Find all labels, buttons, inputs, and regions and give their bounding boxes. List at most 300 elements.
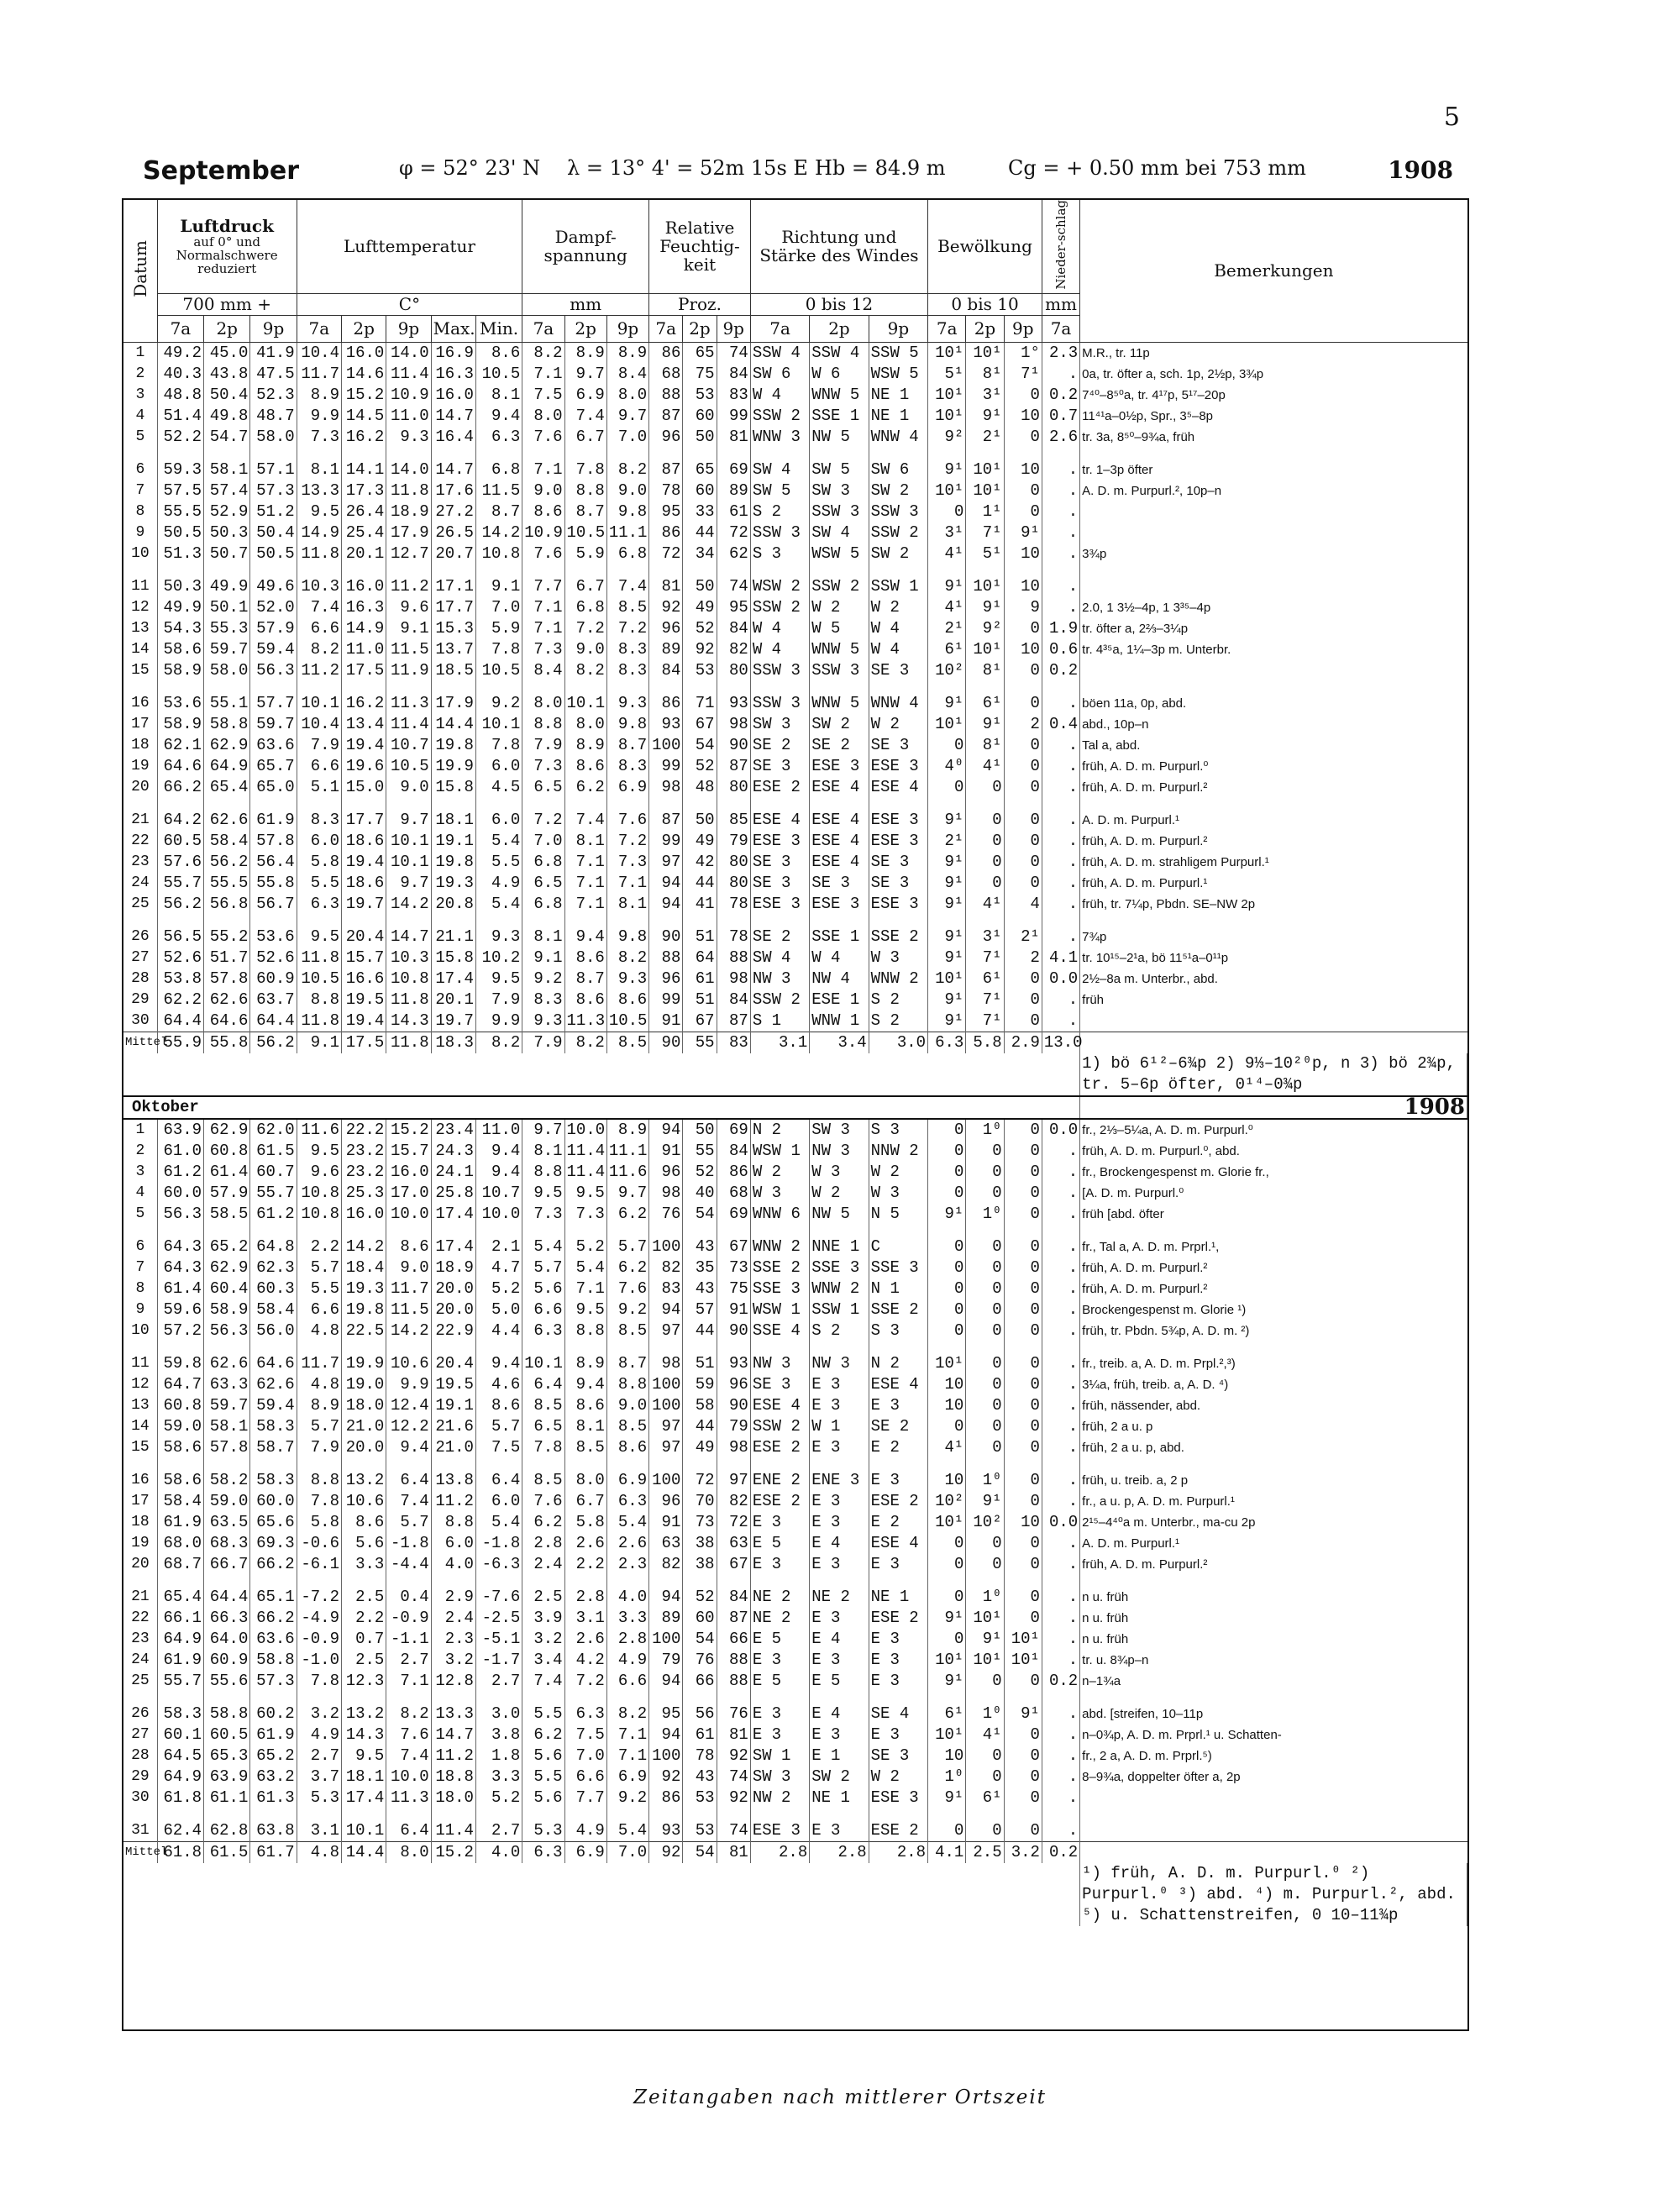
humidity-cell: 100: [649, 735, 683, 756]
vapour-cell: 2.6: [564, 1533, 606, 1554]
temperature-cell: 15.2: [341, 385, 386, 406]
cloud-cell: 0: [1004, 1491, 1042, 1512]
temperature-cell: 5.0: [475, 1299, 522, 1320]
temperature-cell: 19.5: [431, 1374, 475, 1395]
temperature-cell: 19.5: [341, 990, 386, 1011]
wind-cell: SE 4: [869, 1704, 927, 1725]
pressure-cell: 68.0: [157, 1533, 203, 1554]
mean-cell: 83: [717, 1032, 750, 1053]
wind-cell: W 4: [750, 618, 809, 639]
pressure-cell: 66.2: [157, 777, 203, 798]
vapour-cell: 5.9: [564, 543, 606, 564]
temperature-cell: 25.8: [431, 1183, 475, 1204]
pressure-cell: 63.5: [204, 1512, 250, 1533]
pressure-cell: 58.3: [250, 1470, 297, 1491]
vapour-cell: 9.0: [606, 480, 648, 501]
humidity-cell: 82: [649, 1554, 683, 1575]
wind-cell: ESE 2: [869, 1820, 927, 1842]
temperature-cell: 5.1: [297, 777, 341, 798]
vapour-cell: 5.5: [522, 1767, 564, 1788]
wind-cell: SSE 2: [869, 927, 927, 948]
humidity-cell: 53: [683, 660, 717, 681]
wind-cell: SSE 1: [810, 927, 869, 948]
temperature-cell: 10.1: [475, 714, 522, 735]
humidity-cell: 93: [649, 714, 683, 735]
temperature-cell: 11.9: [386, 660, 431, 681]
vapour-cell: 6.3: [522, 1320, 564, 1341]
remarks-cell: fr., Brockengespenst m. Glorie fr.,: [1082, 1164, 1269, 1179]
temperature-cell: 13.2: [341, 1704, 386, 1725]
remarks-cell: n–1¾a: [1082, 1673, 1121, 1688]
wind-cell: SW 3: [750, 714, 809, 735]
vapour-cell: 8.1: [564, 831, 606, 852]
cloud-cell: 10¹: [928, 342, 966, 364]
temperature-cell: 7.1: [386, 1671, 431, 1692]
pressure-cell: 52.2: [157, 427, 203, 448]
oktober-summary: [123, 1841, 1467, 1926]
humidity-cell: 53: [683, 1820, 717, 1842]
humidity-cell: 67: [683, 714, 717, 735]
table-row: [123, 969, 1467, 990]
humidity-cell: 50: [683, 427, 717, 448]
day-cell: 2: [123, 364, 157, 385]
precip-cell: .: [1042, 990, 1079, 1011]
pressure-cell: 59.4: [250, 1395, 297, 1416]
wind-cell: W 4: [869, 639, 927, 660]
temperature-cell: 21.0: [431, 1437, 475, 1458]
wind-cell: E 3: [810, 1437, 869, 1458]
vapour-cell: 7.6: [606, 1278, 648, 1299]
pressure-cell: 58.5: [204, 1204, 250, 1225]
temperature-cell: 9.0: [386, 777, 431, 798]
cloud-cell: 0: [1004, 385, 1042, 406]
pressure-cell: 60.5: [204, 1725, 250, 1746]
pressure-cell: 52.9: [204, 501, 250, 522]
temperature-cell: 26.5: [431, 522, 475, 543]
temperature-cell: 11.2: [431, 1746, 475, 1767]
humidity-cell: 94: [649, 1671, 683, 1692]
mean-cell: 3.0: [869, 1032, 927, 1053]
humidity-cell: 97: [649, 1416, 683, 1437]
cloud-cell: 10¹: [966, 480, 1004, 501]
vapour-cell: 9.0: [606, 1395, 648, 1416]
mean-cell: 2.9: [1004, 1032, 1042, 1053]
remarks-cell: fr., 2⅓–5¼a, A. D. m. Purpurl.⁰: [1082, 1122, 1253, 1137]
precip-cell: .: [1042, 1470, 1079, 1491]
table-row: [123, 385, 1467, 406]
vapour-cell: 8.0: [564, 714, 606, 735]
wind-cell: WNW 3: [750, 427, 809, 448]
vapour-cell: 7.9: [522, 735, 564, 756]
precip-cell: .: [1042, 1299, 1079, 1320]
cloud-cell: 9¹: [928, 852, 966, 873]
mean-cell: 56.2: [250, 1032, 297, 1053]
humidity-cell: 94: [649, 1299, 683, 1320]
humidity-cell: 34: [683, 543, 717, 564]
day-cell: 2: [123, 1141, 157, 1162]
mean-cell: 7.0: [606, 1841, 648, 1863]
humidity-cell: 51: [683, 990, 717, 1011]
wind-cell: W 2: [869, 1162, 927, 1183]
mean-cell: 55: [683, 1032, 717, 1053]
humidity-cell: 91: [649, 1512, 683, 1533]
pressure-cell: 59.0: [157, 1416, 203, 1437]
precip-cell: .: [1042, 810, 1079, 831]
day-cell: 9: [123, 1299, 157, 1320]
remarks-cell: früh [abd. öfter: [1082, 1206, 1164, 1221]
wind-cell: W 1: [810, 1416, 869, 1437]
cloud-cell: 1⁰: [966, 1470, 1004, 1491]
wind-cell: S 2: [750, 501, 809, 522]
humidity-cell: 84: [717, 990, 750, 1011]
temperature-cell: 8.2: [297, 639, 341, 660]
vapour-cell: 10.5: [564, 522, 606, 543]
temperature-cell: 9.9: [297, 406, 341, 427]
remarks-cell: [1080, 660, 1467, 681]
wind-cell: E 3: [750, 1554, 809, 1575]
temperature-cell: 9.4: [475, 1162, 522, 1183]
vapour-cell: 7.0: [522, 831, 564, 852]
wind-cell: WNW 6: [750, 1204, 809, 1225]
pressure-cell: 65.0: [250, 777, 297, 798]
cloud-cell: 8¹: [966, 364, 1004, 385]
cloud-cell: 0: [1004, 1671, 1042, 1692]
vapour-cell: 11.4: [564, 1141, 606, 1162]
humidity-cell: 94: [649, 1119, 683, 1141]
humidity-cell: 67: [717, 1554, 750, 1575]
cloud-cell: 0: [928, 1236, 966, 1257]
wind-cell: E 3: [810, 1491, 869, 1512]
pressure-cell: 58.4: [250, 1299, 297, 1320]
remarks-cell: [A. D. m. Purpurl.⁰: [1082, 1185, 1184, 1200]
table-row: [123, 810, 1467, 831]
humidity-cell: 69: [717, 459, 750, 480]
table-row: [123, 948, 1467, 969]
wind-cell: ESE 2: [869, 1608, 927, 1629]
pressure-cell: 60.5: [157, 831, 203, 852]
day-cell: 28: [123, 969, 157, 990]
vapour-cell: 9.4: [564, 1374, 606, 1395]
cloud-cell: 1°: [1004, 342, 1042, 364]
cloud-cell: 0: [966, 1767, 1004, 1788]
table-row: [123, 1119, 1467, 1141]
temperature-cell: 9.6: [386, 597, 431, 618]
temperature-cell: 10.6: [341, 1491, 386, 1512]
pressure-cell: 48.7: [250, 406, 297, 427]
day-cell: 13: [123, 1395, 157, 1416]
mean-cell: 14.4: [341, 1841, 386, 1863]
cloud-cell: 0: [966, 831, 1004, 852]
precip-cell: .: [1042, 1183, 1079, 1204]
temperature-cell: 5.7: [297, 1257, 341, 1278]
humidity-cell: 98: [717, 714, 750, 735]
vapour-cell: 8.9: [564, 1353, 606, 1374]
wind-cell: SW 2: [810, 714, 869, 735]
vapour-cell: 7.4: [522, 1671, 564, 1692]
temperature-cell: 7.8: [475, 735, 522, 756]
cloud-cell: 0: [1004, 1183, 1042, 1204]
table-row: [123, 1204, 1467, 1225]
time-header-row: 7a 2p 9p 7a 2p 9p Max. Min. 7a 2p 9p 7a 2p 9p 7a 2p 9p 7a 2p 9p 7a: [123, 315, 1467, 342]
vapour-cell: 6.9: [564, 385, 606, 406]
cloud-cell: 2: [1004, 948, 1042, 969]
temperature-cell: 15.0: [341, 777, 386, 798]
cloud-cell: 1⁰: [966, 1119, 1004, 1141]
cloud-cell: 1⁰: [966, 1704, 1004, 1725]
mean-cell: 2.8: [869, 1841, 927, 1863]
temperature-cell: 9.6: [297, 1162, 341, 1183]
temperature-cell: -4.4: [386, 1554, 431, 1575]
precip-cell: 0.2: [1042, 385, 1079, 406]
pressure-cell: 61.5: [250, 1141, 297, 1162]
unit-feucht: Proz.: [649, 293, 751, 315]
cloud-cell: 0: [1004, 618, 1042, 639]
pressure-cell: 62.6: [204, 1353, 250, 1374]
temperature-cell: 18.0: [431, 1788, 475, 1809]
cloud-cell: 0: [1004, 1353, 1042, 1374]
wind-cell: E 3: [750, 1650, 809, 1671]
vapour-cell: 8.5: [606, 1416, 648, 1437]
wind-cell: NW 3: [750, 1353, 809, 1374]
mean-cell: 54: [683, 1841, 717, 1863]
vapour-cell: 7.1: [522, 459, 564, 480]
temperature-cell: 9.3: [475, 927, 522, 948]
humidity-cell: 72: [717, 1512, 750, 1533]
temperature-cell: 17.1: [431, 576, 475, 597]
temperature-cell: 17.9: [431, 693, 475, 714]
vapour-cell: 8.5: [606, 1320, 648, 1341]
humidity-cell: 65: [683, 342, 717, 364]
cloud-cell: 10¹: [966, 576, 1004, 597]
temperature-cell: 9.5: [475, 969, 522, 990]
temperature-cell: 11.5: [475, 480, 522, 501]
temperature-cell: 6.6: [297, 618, 341, 639]
wind-cell: E 3: [810, 1512, 869, 1533]
vapour-cell: 9.7: [564, 364, 606, 385]
cloud-cell: 10¹: [928, 1725, 966, 1746]
humidity-cell: 73: [717, 1257, 750, 1278]
table-row: [123, 1299, 1467, 1320]
temperature-cell: 2.3: [431, 1629, 475, 1650]
vapour-cell: 7.2: [564, 618, 606, 639]
wind-cell: ESE 4: [750, 810, 809, 831]
temperature-cell: 5.8: [297, 852, 341, 873]
mean-cell: 6.3: [522, 1841, 564, 1863]
temperature-cell: 16.2: [341, 693, 386, 714]
temperature-cell: 20.0: [431, 1278, 475, 1299]
temperature-cell: 22.5: [341, 1320, 386, 1341]
pressure-cell: 51.3: [157, 543, 203, 564]
pressure-cell: 58.9: [157, 714, 203, 735]
temperature-cell: 9.3: [386, 427, 431, 448]
humidity-cell: 92: [649, 1767, 683, 1788]
cloud-cell: 0: [1004, 1533, 1042, 1554]
humidity-cell: 100: [649, 1629, 683, 1650]
humidity-cell: 86: [649, 522, 683, 543]
humidity-cell: 91: [717, 1299, 750, 1320]
temperature-cell: 15.3: [431, 618, 475, 639]
humidity-cell: 89: [717, 480, 750, 501]
vapour-cell: 5.5: [522, 1704, 564, 1725]
temperature-cell: 12.7: [386, 543, 431, 564]
cloud-cell: 3¹: [966, 385, 1004, 406]
table-row: [123, 427, 1467, 448]
vapour-cell: 7.6: [522, 1491, 564, 1512]
humidity-cell: 89: [649, 639, 683, 660]
cloud-cell: 5¹: [966, 543, 1004, 564]
temperature-cell: 5.7: [386, 1512, 431, 1533]
temperature-cell: 4.7: [475, 1257, 522, 1278]
wind-cell: SW 1: [750, 1746, 809, 1767]
wind-cell: WNW 5: [810, 639, 869, 660]
remarks-cell: früh, tr. Pbdn. 5¾p, A. D. m. ²): [1082, 1323, 1250, 1338]
col-lufttemperatur: Lufttemperatur: [297, 200, 522, 293]
humidity-cell: 86: [649, 1788, 683, 1809]
precip-cell: .: [1042, 756, 1079, 777]
pressure-cell: 61.2: [157, 1162, 203, 1183]
humidity-cell: 76: [683, 1650, 717, 1671]
wind-cell: SW 4: [750, 459, 809, 480]
wind-cell: WSW 5: [869, 364, 927, 385]
vapour-cell: 8.7: [564, 969, 606, 990]
table-row: [123, 480, 1467, 501]
wind-cell: SE 3: [869, 660, 927, 681]
vapour-cell: 2.6: [564, 1629, 606, 1650]
cloud-cell: 9¹: [928, 1788, 966, 1809]
pressure-cell: 57.4: [204, 480, 250, 501]
vapour-cell: 8.2: [564, 660, 606, 681]
table-row: [123, 1512, 1467, 1533]
september-mean-row: [123, 1032, 1467, 1053]
cloud-cell: 0: [1004, 1470, 1042, 1491]
pressure-cell: 58.9: [204, 1299, 250, 1320]
humidity-cell: 78: [717, 927, 750, 948]
precip-cell: .: [1042, 1725, 1079, 1746]
wind-cell: E 3: [810, 1725, 869, 1746]
wind-cell: E 4: [810, 1533, 869, 1554]
mean-cell: 4.0: [475, 1841, 522, 1863]
vapour-cell: 8.1: [606, 894, 648, 915]
vapour-cell: 7.3: [606, 852, 648, 873]
humidity-cell: 87: [717, 756, 750, 777]
cloud-cell: 0: [966, 1278, 1004, 1299]
vapour-cell: 5.4: [522, 1236, 564, 1257]
day-cell: 7: [123, 480, 157, 501]
wind-cell: ESE 3: [869, 810, 927, 831]
cloud-cell: 0: [928, 1299, 966, 1320]
vapour-cell: 6.6: [522, 1299, 564, 1320]
vapour-cell: 8.3: [606, 639, 648, 660]
pressure-cell: 57.3: [250, 1671, 297, 1692]
wind-cell: E 1: [810, 1746, 869, 1767]
humidity-cell: 49: [683, 597, 717, 618]
remarks-cell: 0a, tr. öfter a, sch. 1p, 2½p, 3¾p: [1082, 366, 1264, 381]
cloud-cell: 0: [1004, 1587, 1042, 1608]
temperature-cell: 7.5: [475, 1437, 522, 1458]
vapour-cell: 6.9: [606, 1470, 648, 1491]
temperature-cell: 11.3: [386, 693, 431, 714]
day-cell: 19: [123, 756, 157, 777]
wind-cell: NW 5: [810, 427, 869, 448]
humidity-cell: 54: [683, 1629, 717, 1650]
precip-cell: 0.6: [1042, 639, 1079, 660]
wind-cell: WNW 2: [869, 969, 927, 990]
cloud-cell: 0: [1004, 1257, 1042, 1278]
precip-cell: 1.9: [1042, 618, 1079, 639]
wind-cell: NNW 2: [869, 1141, 927, 1162]
remarks-cell: n u. früh: [1082, 1610, 1129, 1625]
pressure-cell: 61.9: [157, 1650, 203, 1671]
temperature-cell: 5.2: [475, 1278, 522, 1299]
remarks-cell: 3¾p: [1082, 546, 1107, 561]
humidity-cell: 98: [717, 969, 750, 990]
cloud-cell: 10¹: [928, 714, 966, 735]
day-cell: 20: [123, 1554, 157, 1575]
temperature-cell: 20.0: [431, 1299, 475, 1320]
spacer-row: [123, 915, 1467, 927]
temperature-cell: 5.5: [475, 852, 522, 873]
temperature-cell: 10.9: [386, 385, 431, 406]
humidity-cell: 52: [683, 1162, 717, 1183]
cloud-cell: 9¹: [928, 1671, 966, 1692]
wind-cell: WNW 5: [810, 693, 869, 714]
wind-cell: ESE 1: [810, 990, 869, 1011]
temperature-cell: 18.6: [341, 873, 386, 894]
cloud-cell: 0: [966, 1533, 1004, 1554]
temperature-cell: 24.3: [431, 1141, 475, 1162]
day-cell: 6: [123, 459, 157, 480]
temperature-cell: 6.0: [431, 1533, 475, 1554]
mean-cell: 8.5: [606, 1032, 648, 1053]
day-cell: 30: [123, 1788, 157, 1809]
day-cell: 26: [123, 927, 157, 948]
humidity-cell: 76: [649, 1204, 683, 1225]
humidity-cell: 55: [683, 1141, 717, 1162]
day-cell: 6: [123, 1236, 157, 1257]
temperature-cell: 10.8: [475, 543, 522, 564]
temperature-cell: 10.4: [297, 714, 341, 735]
table-row: [123, 1437, 1467, 1458]
pressure-cell: 63.3: [204, 1374, 250, 1395]
temperature-cell: 4.8: [297, 1320, 341, 1341]
temperature-cell: 21.6: [431, 1416, 475, 1437]
temperature-cell: -0.9: [297, 1629, 341, 1650]
table-row: [123, 522, 1467, 543]
vapour-cell: 7.1: [606, 1725, 648, 1746]
unit-wind: 0 bis 12: [750, 293, 927, 315]
cloud-cell: 0: [1004, 1554, 1042, 1575]
oktober-title: Oktober: [123, 1096, 1080, 1119]
vapour-cell: 10.1: [564, 693, 606, 714]
temperature-cell: 6.6: [297, 1299, 341, 1320]
pressure-cell: 59.6: [157, 1299, 203, 1320]
humidity-cell: 88: [717, 948, 750, 969]
temperature-cell: 14.7: [386, 927, 431, 948]
temperature-cell: 13.7: [431, 639, 475, 660]
pressure-cell: 55.8: [250, 873, 297, 894]
humidity-cell: 75: [683, 364, 717, 385]
humidity-cell: 99: [649, 990, 683, 1011]
wind-cell: SW 6: [869, 459, 927, 480]
wind-cell: SW 5: [810, 459, 869, 480]
remarks-cell: früh, nässender, abd.: [1082, 1398, 1201, 1413]
table-row: [123, 1320, 1467, 1341]
wind-cell: W 2: [810, 597, 869, 618]
cloud-cell: 4¹: [928, 1437, 966, 1458]
mean-cell: 3.1: [750, 1032, 809, 1053]
temperature-cell: 11.8: [297, 543, 341, 564]
temperature-cell: 3.8: [475, 1725, 522, 1746]
